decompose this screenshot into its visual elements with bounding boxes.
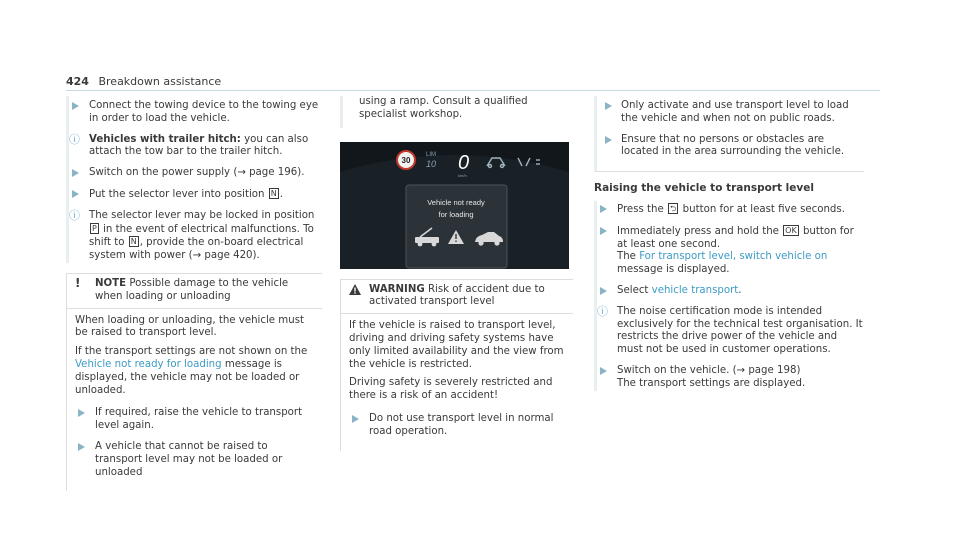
menu-item-name: vehicle transport (651, 284, 739, 296)
warning-header: WARNING Risk of accident due to activated transport level (341, 280, 573, 315)
column-left (66, 96, 322, 491)
display-message-line2: for loading (438, 209, 474, 219)
speed-value: 0 (458, 151, 470, 174)
warning-step: Ensure that no persons or obstacles are located in the area surrounding the vehicle. (597, 134, 864, 160)
ok-button-icon: OK (785, 225, 797, 235)
step-power: Switch on the power supply (→ page 196). (69, 167, 322, 180)
step-connect: Connect the towing device to the towing eye in order to load the vehicle. (69, 100, 322, 126)
info-icon: ⓘ (69, 208, 80, 222)
warning-icon (349, 284, 361, 295)
tip-trailer: ⓘ Vehicles with trailer hitch: you can also attach the tow bar to the trailer hitch. (69, 132, 309, 158)
info-icon: ⓘ (597, 304, 608, 318)
step-press-ok: Immediately press and hold the OK button for at least one second. The For transport level, switch vehicle on message is displayed. (597, 225, 864, 277)
raise-steps (594, 201, 864, 391)
speed-limit-value: 30 (401, 155, 411, 165)
speed-unit: km/h (458, 172, 467, 178)
back-button-icon: ⮌ (670, 203, 677, 213)
step-arrow-icon (78, 443, 85, 451)
step-press-back: Press the ⮌ button for at least five seconds. (597, 203, 864, 217)
continued-block: using a ramp. Consult a qualified specialist workshop. (340, 96, 573, 128)
p-key-icon: P (92, 223, 97, 233)
info-icon: ⓘ (69, 132, 80, 146)
page-ref-link[interactable]: → page 196 (237, 167, 298, 179)
step-arrow-icon (605, 136, 612, 144)
step-arrow-icon (605, 102, 612, 110)
n-key-icon: N (270, 188, 277, 198)
tip-noise: ⓘ The noise certification mode is intended exclusively for the technical test organisation. It restricts the drive power of the vehicle and must not be used in customer operations. (597, 304, 863, 356)
instrument-display-image (340, 142, 569, 269)
step-arrow-icon (600, 367, 607, 375)
step-arrow-icon (78, 409, 85, 417)
note-body: When loading or unloading, the vehicle must be raised to transport level. If the transport settings are not shown on the Vehicle not ready for loading message is displayed, the vehicle may not be loaded or unloaded. If required, raise the vehicle to transport level again. A vehicle that cannot be raised to transport level may not be loaded or unloaded (67, 309, 322, 492)
step-arrow-icon (600, 227, 607, 235)
page-header (66, 75, 221, 88)
notice-icon: ! (75, 275, 81, 290)
column-middle (340, 96, 573, 451)
warning-box (340, 279, 573, 451)
page-number: 424 (66, 75, 89, 88)
n-key-icon: N (130, 237, 137, 247)
section-title: Breakdown assistance (98, 75, 222, 88)
note-step: A vehicle that cannot be raised to transport level may not be loaded or unloaded (75, 441, 314, 479)
header-rule (66, 90, 880, 91)
section-heading: Raising the vehicle to transport level (594, 182, 814, 195)
page-ref-link[interactable]: → page 420 (192, 250, 253, 262)
note-step: If required, raise the vehicle to transport level again. (75, 407, 314, 433)
step-arrow-icon (72, 190, 79, 198)
page-ref-link[interactable]: → page 198 (736, 364, 797, 376)
step-switch-on: Switch on the vehicle. (→ page 198) The transport settings are displayed. (597, 365, 864, 391)
step-arrow-icon (352, 415, 359, 423)
message-name: Vehicle not ready for loading (75, 358, 222, 370)
lim-value: 10 (426, 158, 437, 169)
note-box (66, 273, 322, 491)
step-arrow-icon (600, 205, 607, 213)
warning-step: Only activate and use transport level to load the vehicle and when not on public roads. (597, 100, 864, 126)
step-arrow-icon (72, 102, 79, 110)
message-name: For transport level, switch vehicle on (639, 251, 828, 263)
note-header: ! NOTE Possible damage to the vehicle when loading or unloading (67, 274, 322, 309)
step-select: Select vehicle transport. (597, 285, 864, 298)
steps-block (66, 96, 322, 263)
display-message-line1: Vehicle not ready (427, 197, 485, 207)
warning-continued (594, 96, 864, 172)
instrument-display-graphic (340, 142, 569, 269)
lim-label: LIM (426, 151, 437, 158)
warning-body: If the vehicle is raised to transport level, driving and driving safety systems have only limited availability and the view from the vehicle is restricted. Driving safety is severely restricted and there is a risk of an accident! Do not use transport level in normal road operation. (349, 320, 564, 437)
warning-step: Do not use transport level in normal road operation. (349, 413, 565, 439)
step-selector: Put the selector lever into position N . (69, 188, 322, 202)
step-arrow-icon (600, 287, 607, 295)
step-arrow-icon (72, 169, 79, 177)
tip-selector: ⓘ The selector lever may be locked in position P in the event of electrical malfunctions. To shift to N , provide the on-board electrical system with power (→ page 420). (69, 208, 315, 262)
column-right (594, 96, 864, 399)
